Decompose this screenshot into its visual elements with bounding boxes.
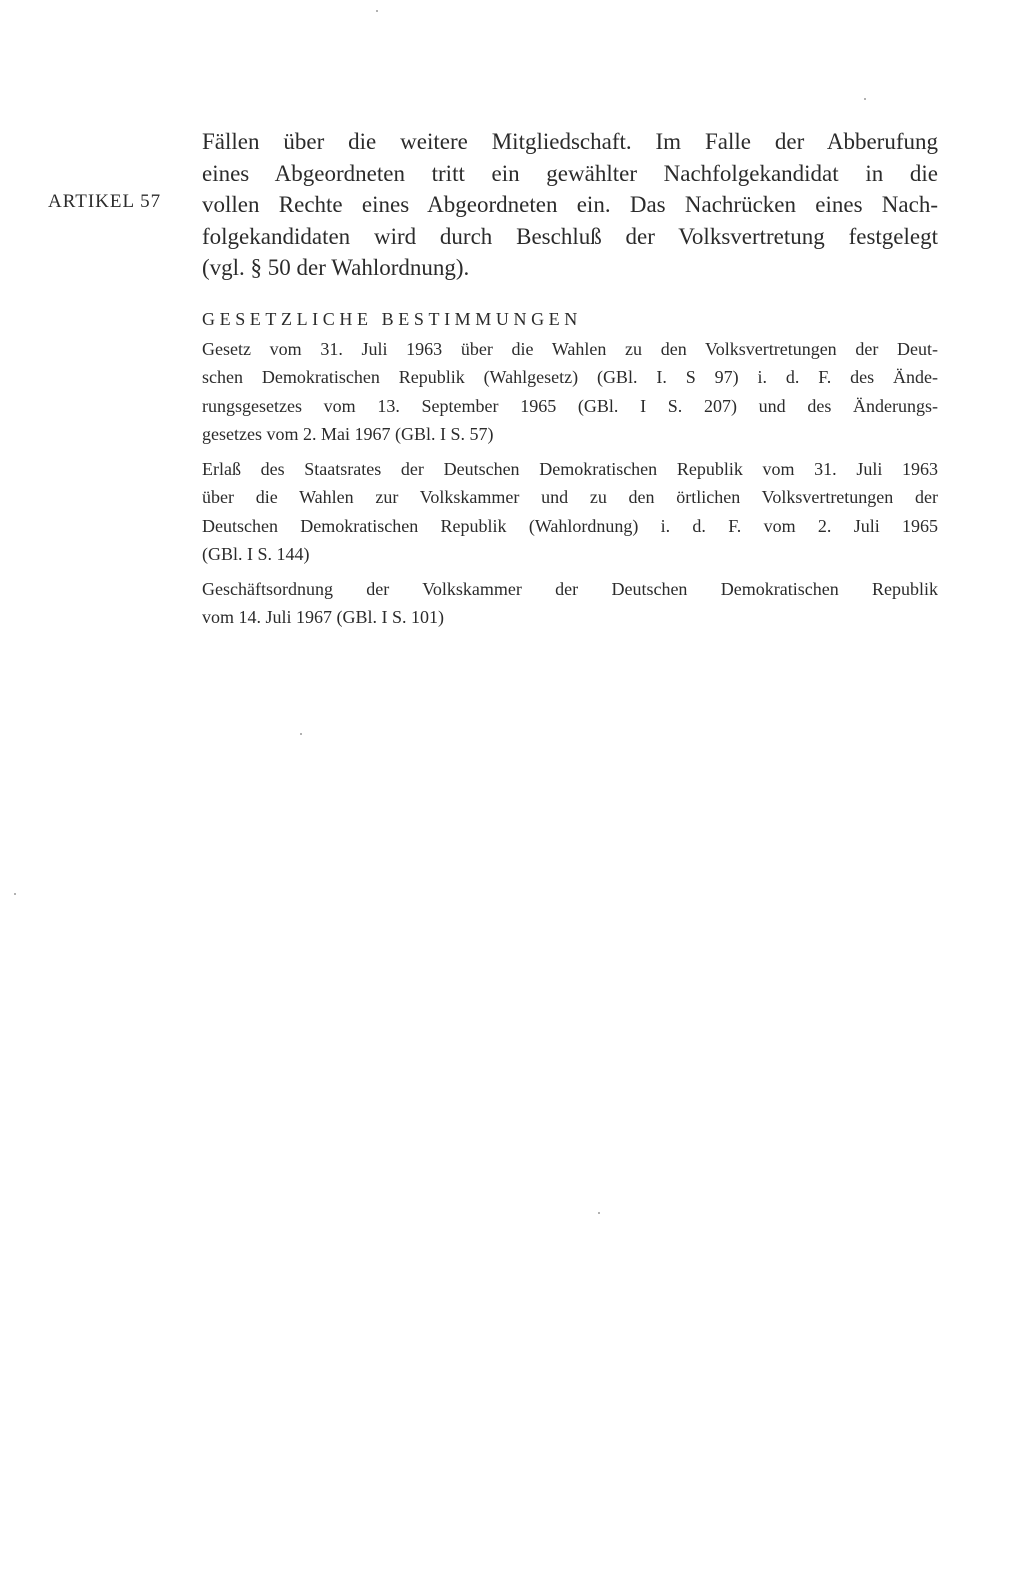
provision-line: gesetzes vom 2. Mai 1967 (GBl. I S. 57) bbox=[202, 424, 494, 444]
scan-speck bbox=[598, 1212, 600, 1214]
provision-line: Geschäftsordnung der Volkskammer der Deutschen Demokratischen Republik bbox=[202, 578, 938, 599]
provision-line: rungsgesetzes vom 13. September 1965 (GBl. I S. 207) und des Änderungs- bbox=[202, 395, 938, 416]
scan-speck bbox=[376, 10, 378, 12]
legal-provision-entry bbox=[202, 575, 938, 632]
legal-provisions-list bbox=[202, 335, 938, 632]
paragraph-line: folgekandidaten wird durch Beschluß der Volksvertretung festgelegt bbox=[202, 223, 938, 249]
paragraph-line: (vgl. § 50 der Wahlordnung). bbox=[202, 255, 470, 280]
legal-provision-entry bbox=[202, 455, 938, 569]
article-number-label: ARTIKEL 57 bbox=[48, 191, 162, 212]
scan-speck bbox=[14, 893, 16, 895]
section-heading: GESETZLICHE BESTIMMUNGEN bbox=[202, 308, 582, 329]
provision-line: Deutschen Demokratischen Republik (Wahlordnung) i. d. F. vom 2. Juli 1965 bbox=[202, 515, 938, 536]
scan-speck bbox=[864, 98, 866, 100]
legal-provision-entry bbox=[202, 335, 938, 449]
paragraph-line: eines Abgeordneten tritt ein gewählter Nachfolgekandidat in die bbox=[202, 160, 938, 186]
article-body bbox=[202, 126, 938, 638]
provision-line: Gesetz vom 31. Juli 1963 über die Wahlen zu den Volksvertretungen der Deut- bbox=[202, 338, 938, 359]
paragraph-line: vollen Rechte eines Abgeordneten ein. Das Nachrücken eines Nach- bbox=[202, 192, 938, 217]
provision-line: schen Demokratischen Republik (Wahlgesetz) (GBl. I. S 97) i. d. F. des Ände- bbox=[202, 367, 938, 387]
provision-line: (GBl. I S. 144) bbox=[202, 544, 310, 564]
provision-line: Erlaß des Staatsrates der Deutschen Demokratischen Republik vom 31. Juli 1963 bbox=[202, 458, 938, 479]
article-paragraph bbox=[202, 126, 938, 284]
provision-line: vom 14. Juli 1967 (GBl. I S. 101) bbox=[202, 607, 445, 627]
scan-speck bbox=[300, 733, 302, 735]
provision-line: über die Wahlen zur Volkskammer und zu den örtlichen Volksvertretungen der bbox=[202, 487, 938, 507]
paragraph-line: Fällen über die weitere Mitgliedschaft. Im Falle der Abberufung bbox=[202, 129, 938, 154]
